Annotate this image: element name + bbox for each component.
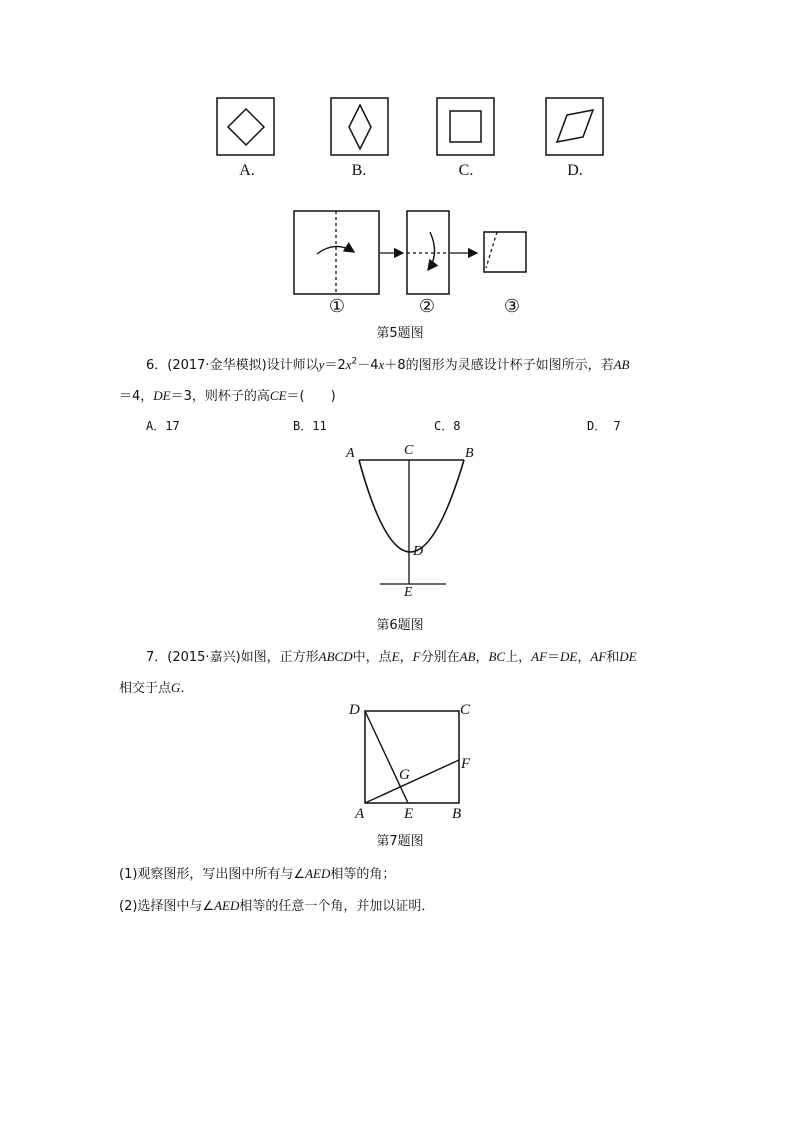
point-name: G xyxy=(171,680,181,695)
question-7-line-1 xyxy=(146,646,637,665)
question-6-text: 设计师以 xyxy=(266,358,319,373)
segment-label: CE xyxy=(269,388,287,403)
equation-part: －4 xyxy=(357,358,379,373)
question-6-text: ＝4， xyxy=(119,389,154,404)
point-name: F xyxy=(412,649,421,664)
point-e-label: E xyxy=(404,585,413,600)
punctuation: . xyxy=(180,681,185,696)
segment-label: AF xyxy=(590,649,607,664)
equation-part: ＋8 xyxy=(384,358,406,373)
square-figure xyxy=(360,706,465,806)
step-3-label: ③ xyxy=(503,296,521,316)
part-2-text: 相等的任意一个角，并加以证明． xyxy=(239,899,435,914)
figure-7-caption: 第7题图 xyxy=(376,834,424,849)
point-f-label: F xyxy=(461,756,471,772)
option-b-label: B. xyxy=(351,162,367,179)
figure-6-caption: 第6题图 xyxy=(376,618,424,633)
question-7-text: 相交于点 xyxy=(119,681,172,696)
option-c-figure xyxy=(436,97,496,157)
choice-d: D． 7 xyxy=(587,419,621,433)
question-6-text: 的图形为灵感设计杯子如图所示，若 xyxy=(405,358,614,373)
option-a-label: A. xyxy=(239,162,255,179)
point-c-label: C xyxy=(404,443,414,458)
point-a-label: A xyxy=(355,806,365,822)
step-2-label: ② xyxy=(418,296,436,316)
point-name: E xyxy=(391,649,400,664)
equation-var: x xyxy=(378,357,385,372)
question-6-number: 6． xyxy=(146,358,168,373)
segment-label: AF xyxy=(531,649,548,664)
question-7-source: (2015·嘉兴) xyxy=(167,650,241,665)
option-d-label: D. xyxy=(567,162,583,179)
part-2-text: (2)选择图中与∠ xyxy=(119,899,215,914)
part-1-text: 相等的角； xyxy=(330,867,396,882)
question-7-text: 和 xyxy=(606,650,620,665)
punctuation: ， xyxy=(577,650,591,665)
option-b-figure xyxy=(330,97,390,157)
folding-diagram xyxy=(290,208,535,298)
question-7-line-2 xyxy=(119,677,185,696)
angle-label: AED xyxy=(305,866,331,881)
question-7-part-2 xyxy=(119,895,434,914)
point-d-label: D xyxy=(413,544,424,559)
question-7-text: 上， xyxy=(505,650,532,665)
part-1-text: (1)观察图形，写出图中所有与∠ xyxy=(119,867,306,882)
cup-figure xyxy=(340,440,460,600)
question-6-text: ＝3，则杯子的高 xyxy=(170,389,270,404)
choice-b: B．11 xyxy=(293,419,327,433)
choice-c: C．8 xyxy=(434,419,461,433)
question-7-text: 中，点 xyxy=(352,650,392,665)
point-e-label: E xyxy=(404,806,414,822)
step-1-label: ① xyxy=(328,296,346,316)
question-6-line-1 xyxy=(146,354,630,373)
punctuation: ， xyxy=(399,650,413,665)
question-7-text: 分别在 xyxy=(420,650,460,665)
question-6-text: ＝( ) xyxy=(286,389,336,404)
segment-label: AB xyxy=(459,649,476,664)
question-7-number: 7． xyxy=(146,650,168,665)
option-d-figure xyxy=(545,97,605,157)
option-a-figure xyxy=(216,97,276,157)
punctuation: ＝ xyxy=(547,650,561,665)
equation-exponent: 2 xyxy=(351,356,358,367)
equation-var: x xyxy=(345,357,352,372)
punctuation: ， xyxy=(475,650,489,665)
question-7-text: 如图，正方形 xyxy=(240,650,319,665)
point-c-label: C xyxy=(460,702,471,718)
segment-label: DE xyxy=(560,649,578,664)
option-c-label: C. xyxy=(458,162,474,179)
point-d-label: D xyxy=(349,702,360,718)
question-7-part-1 xyxy=(119,863,395,882)
segment-label: DE xyxy=(153,388,171,403)
figure-5-caption: 第5题图 xyxy=(376,326,424,341)
point-g-label: G xyxy=(399,767,410,783)
question-6-line-2 xyxy=(119,385,336,404)
angle-label: AED xyxy=(214,898,240,913)
segment-label: DE xyxy=(619,649,637,664)
segment-label: BC xyxy=(488,649,506,664)
point-b-label: B xyxy=(465,446,474,461)
shape-label: ABCD xyxy=(318,649,353,664)
point-a-label: A xyxy=(346,446,355,461)
segment-label: AB xyxy=(613,357,630,372)
choice-a: A．17 xyxy=(146,419,180,433)
point-b-label: B xyxy=(452,806,462,822)
question-6-source: (2017·金华模拟) xyxy=(167,358,267,373)
equation-part: ＝2 xyxy=(324,358,346,373)
equation-var: y xyxy=(318,357,325,372)
